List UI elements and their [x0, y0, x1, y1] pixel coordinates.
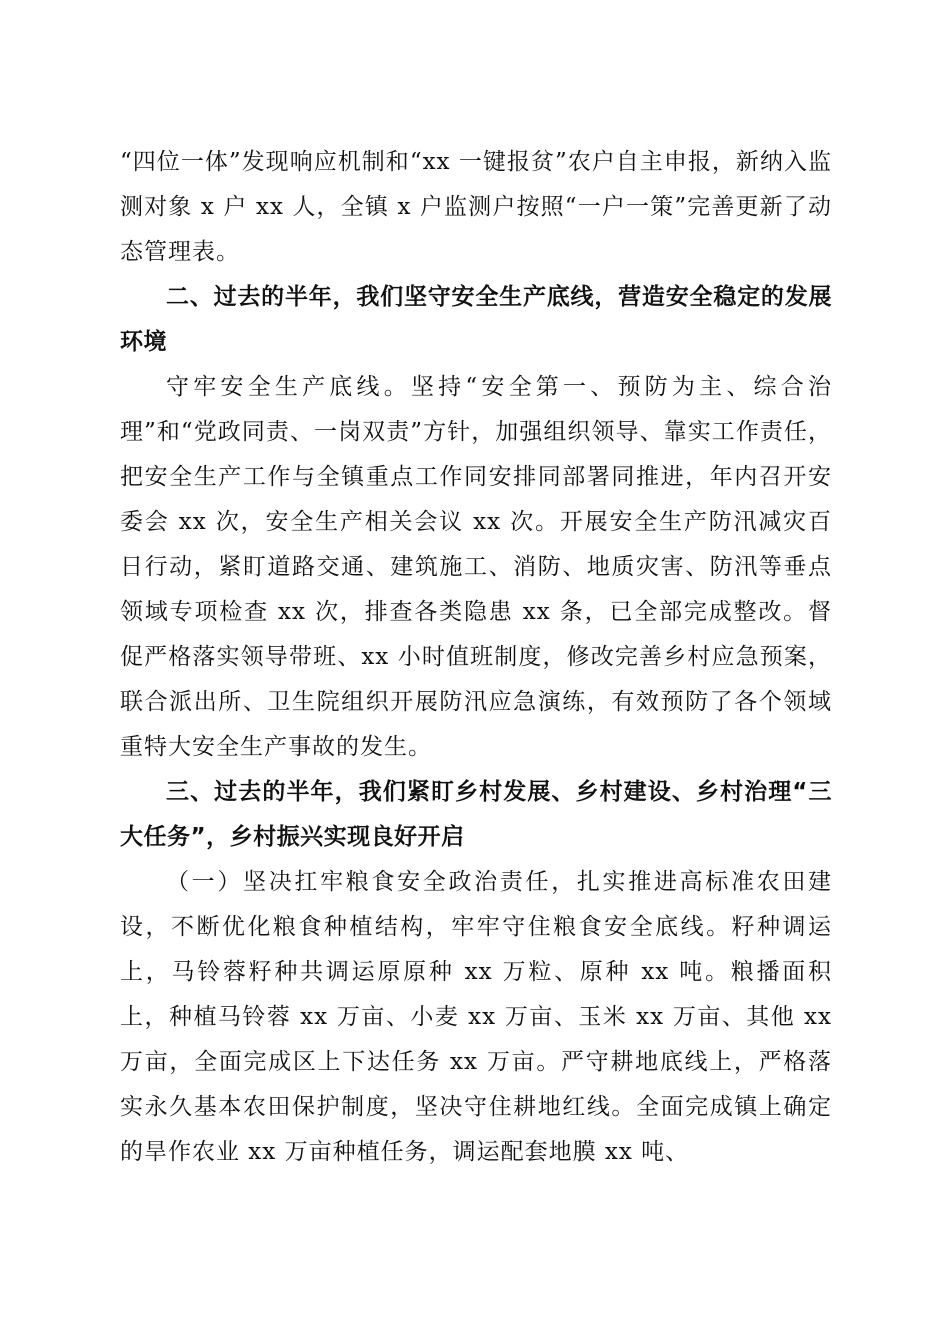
paragraph-grain-security: （一）坚决扛牢粮食安全政治责任，扎实推进高标准农田建设，不断优化粮食种植结构，牢牢守住粮食安全底线。籽种调运上，马铃蓉籽种共调运原原种 xx 万粒、原种 xx 吨。粮播面积上，种植马铃蓉 xx 万亩、小麦 xx 万亩、玉米 xx 万亩、其他 xx 万亩，全面完成区上下达任务 xx 万亩。严守耕地底线上，严格落实永久基本农田保护制度，坚决守住耕地红线。全面完成镇上确定的旱作农业 xx 万亩种植任务，调运配套地膜 xx 吨、 [120, 869, 832, 1165]
document-body [120, 140, 832, 1175]
section-heading-2: 二、过去的半年，我们坚守安全生产底线，营造安全稳定的发展环境 [120, 284, 832, 355]
paragraph-continuation: “四位一体”发现响应机制和“xx 一键报贫”农户自主申报，新纳入监测对象 x 户 xx 人，全镇 x 户监测户按照“一户一策”完善更新了动态管理表。 [120, 149, 832, 265]
section-heading-3: 三、过去的半年，我们紧盯乡村发展、乡村建设、乡村治理“三大任务”，乡村振兴实现良好开启 [120, 779, 832, 850]
paragraph-safety-production: 守牢安全生产底线。坚持“安全第一、预防为主、综合治理”和“党政同责、一岗双责”方针，加强组织领导、靠实工作责任，把安全生产工作与全镇重点工作同安排同部署同推进，年内召开安委会 xx 次，安全生产相关会议 xx 次。开展安全生产防汛减灾百日行动，紧盯道路交通、建筑施工、消防、地质灾害、防汛等垂点领域专项检查 xx 次，排查各类隐患 xx 条，已全部完成整改。督促严格落实领导带班、xx 小时值班制度，修改完善乡村应急预案，联合派出所、卫生院组织开展防汛应急演练，有效预防了各个领域重特大安全生产事故的发生。 [120, 374, 832, 760]
